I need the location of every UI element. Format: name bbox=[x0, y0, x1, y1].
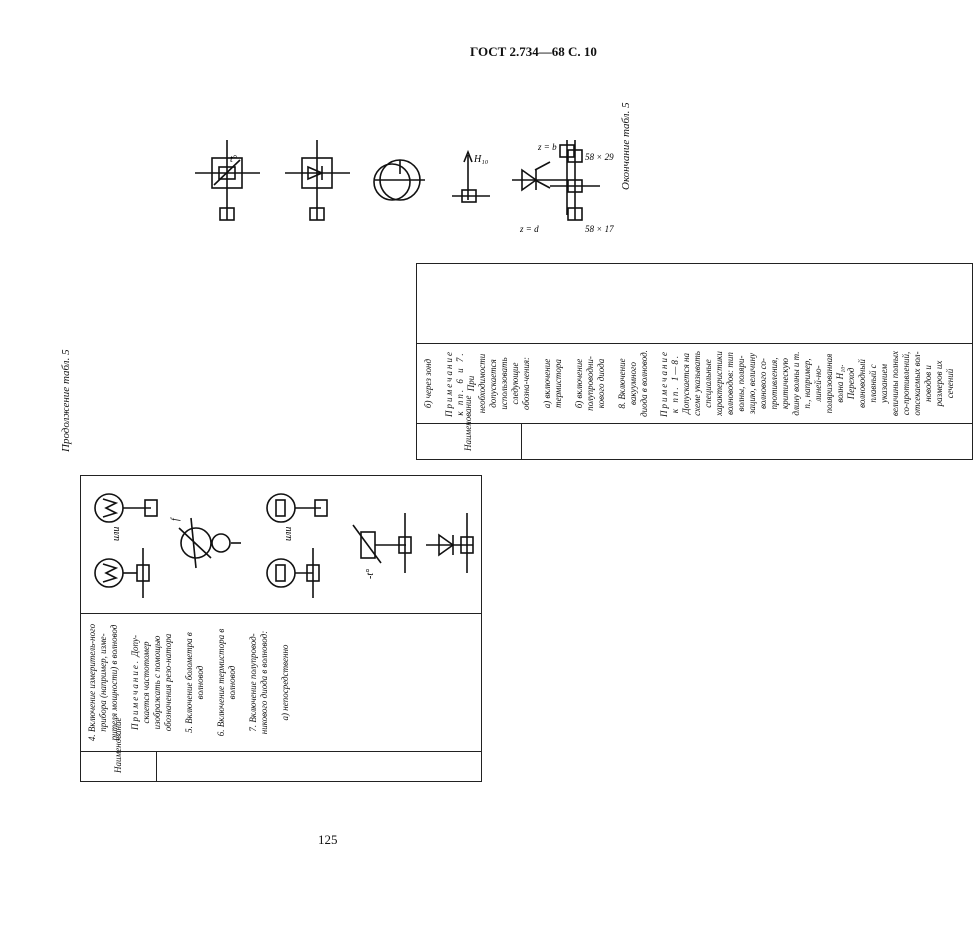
right-col-name-header: Наименование bbox=[417, 424, 522, 460]
right-symbol-cell bbox=[417, 264, 973, 344]
right-note-1: Примечание к пп. 6 и 7. При необходимости допускается использовать следующие обозна-чения: bbox=[443, 350, 531, 417]
left-item-7a: а) непосредственно bbox=[279, 644, 290, 721]
left-item-5: 5. Включение болометра в волновод bbox=[183, 632, 205, 733]
bolometer-symbol-1 bbox=[267, 548, 319, 598]
page-number: 125 bbox=[318, 832, 338, 847]
wattmeter-symbol-2 bbox=[95, 494, 157, 522]
left-table-title: Продолжение табл. 5 bbox=[60, 349, 72, 452]
right-item-8: 8. Включение вакуумного диода в волновод. bbox=[616, 350, 649, 417]
z1-label: z = b bbox=[538, 142, 557, 152]
bolometer-symbol-2 bbox=[267, 494, 327, 522]
left-symbols-drawing bbox=[81, 475, 481, 613]
left-table bbox=[80, 475, 482, 782]
or-label-2: или bbox=[283, 526, 294, 541]
h10-label: H₁₀ bbox=[474, 154, 489, 165]
left-name-cell bbox=[81, 614, 482, 752]
left-item-7: 7. Включение полупровод-никового диода в волновод: bbox=[247, 630, 269, 735]
right-symbols-row bbox=[190, 100, 614, 240]
thermistor-symbol bbox=[353, 513, 411, 573]
vacuum-diode-wg-symbol bbox=[375, 160, 425, 200]
thermistor-temp-label: -t° bbox=[365, 568, 376, 579]
right-note-2: Примечание к пп. 1—8. Допускается на схеме указывать специальные характеристики волноводов: тип волны, поляри-зацию, величину волнового со-противления, критическую длину волны и т. п., например, линей-но-поляризованная волна H₁₀. Переход волноводный плавный с указанием величины полных со-противлений, отсекаемых вол-новодов и размеров их сечений bbox=[659, 350, 955, 417]
left-note: Примечание. Допу-скается частотомер изображать с помощью обозначения резо-натора bbox=[129, 633, 173, 732]
or-label-1: или bbox=[111, 526, 122, 541]
diode-block-symbol bbox=[285, 140, 350, 220]
right-item-a: а) включение термистора bbox=[541, 358, 563, 409]
left-name-spacer bbox=[156, 752, 481, 782]
left-item-4: 4. Включение измеритель-ного прибора (например, изме-рителя мощности) в волновод bbox=[87, 623, 119, 742]
s2-label: 58 × 17 bbox=[585, 224, 614, 234]
z2-label: z = d bbox=[520, 224, 539, 234]
right-table-title: Окончание табл. 5 bbox=[620, 102, 632, 190]
diode-symbol bbox=[426, 513, 473, 573]
right-table bbox=[416, 263, 973, 460]
right-temp-label: t° bbox=[230, 154, 237, 165]
left-col-name-header: Наименование bbox=[81, 752, 157, 782]
frequency-meter-symbol bbox=[179, 518, 241, 568]
s1-label: 58 × 29 bbox=[585, 152, 614, 162]
left-symbol-cell bbox=[81, 476, 482, 614]
right-item-7b: б) через зонд bbox=[423, 358, 433, 409]
freq-label: f bbox=[170, 518, 181, 521]
right-name-cell bbox=[417, 344, 973, 424]
wattmeter-symbol-1 bbox=[95, 548, 149, 598]
thermistor-block-symbol bbox=[195, 140, 260, 220]
left-item-6: 6. Включение термистора в волновод bbox=[215, 628, 237, 737]
right-item-b: б) включение полупроводни-кового диода bbox=[573, 356, 606, 411]
page-header: ГОСТ 2.734—68 С. 10 bbox=[470, 44, 597, 59]
